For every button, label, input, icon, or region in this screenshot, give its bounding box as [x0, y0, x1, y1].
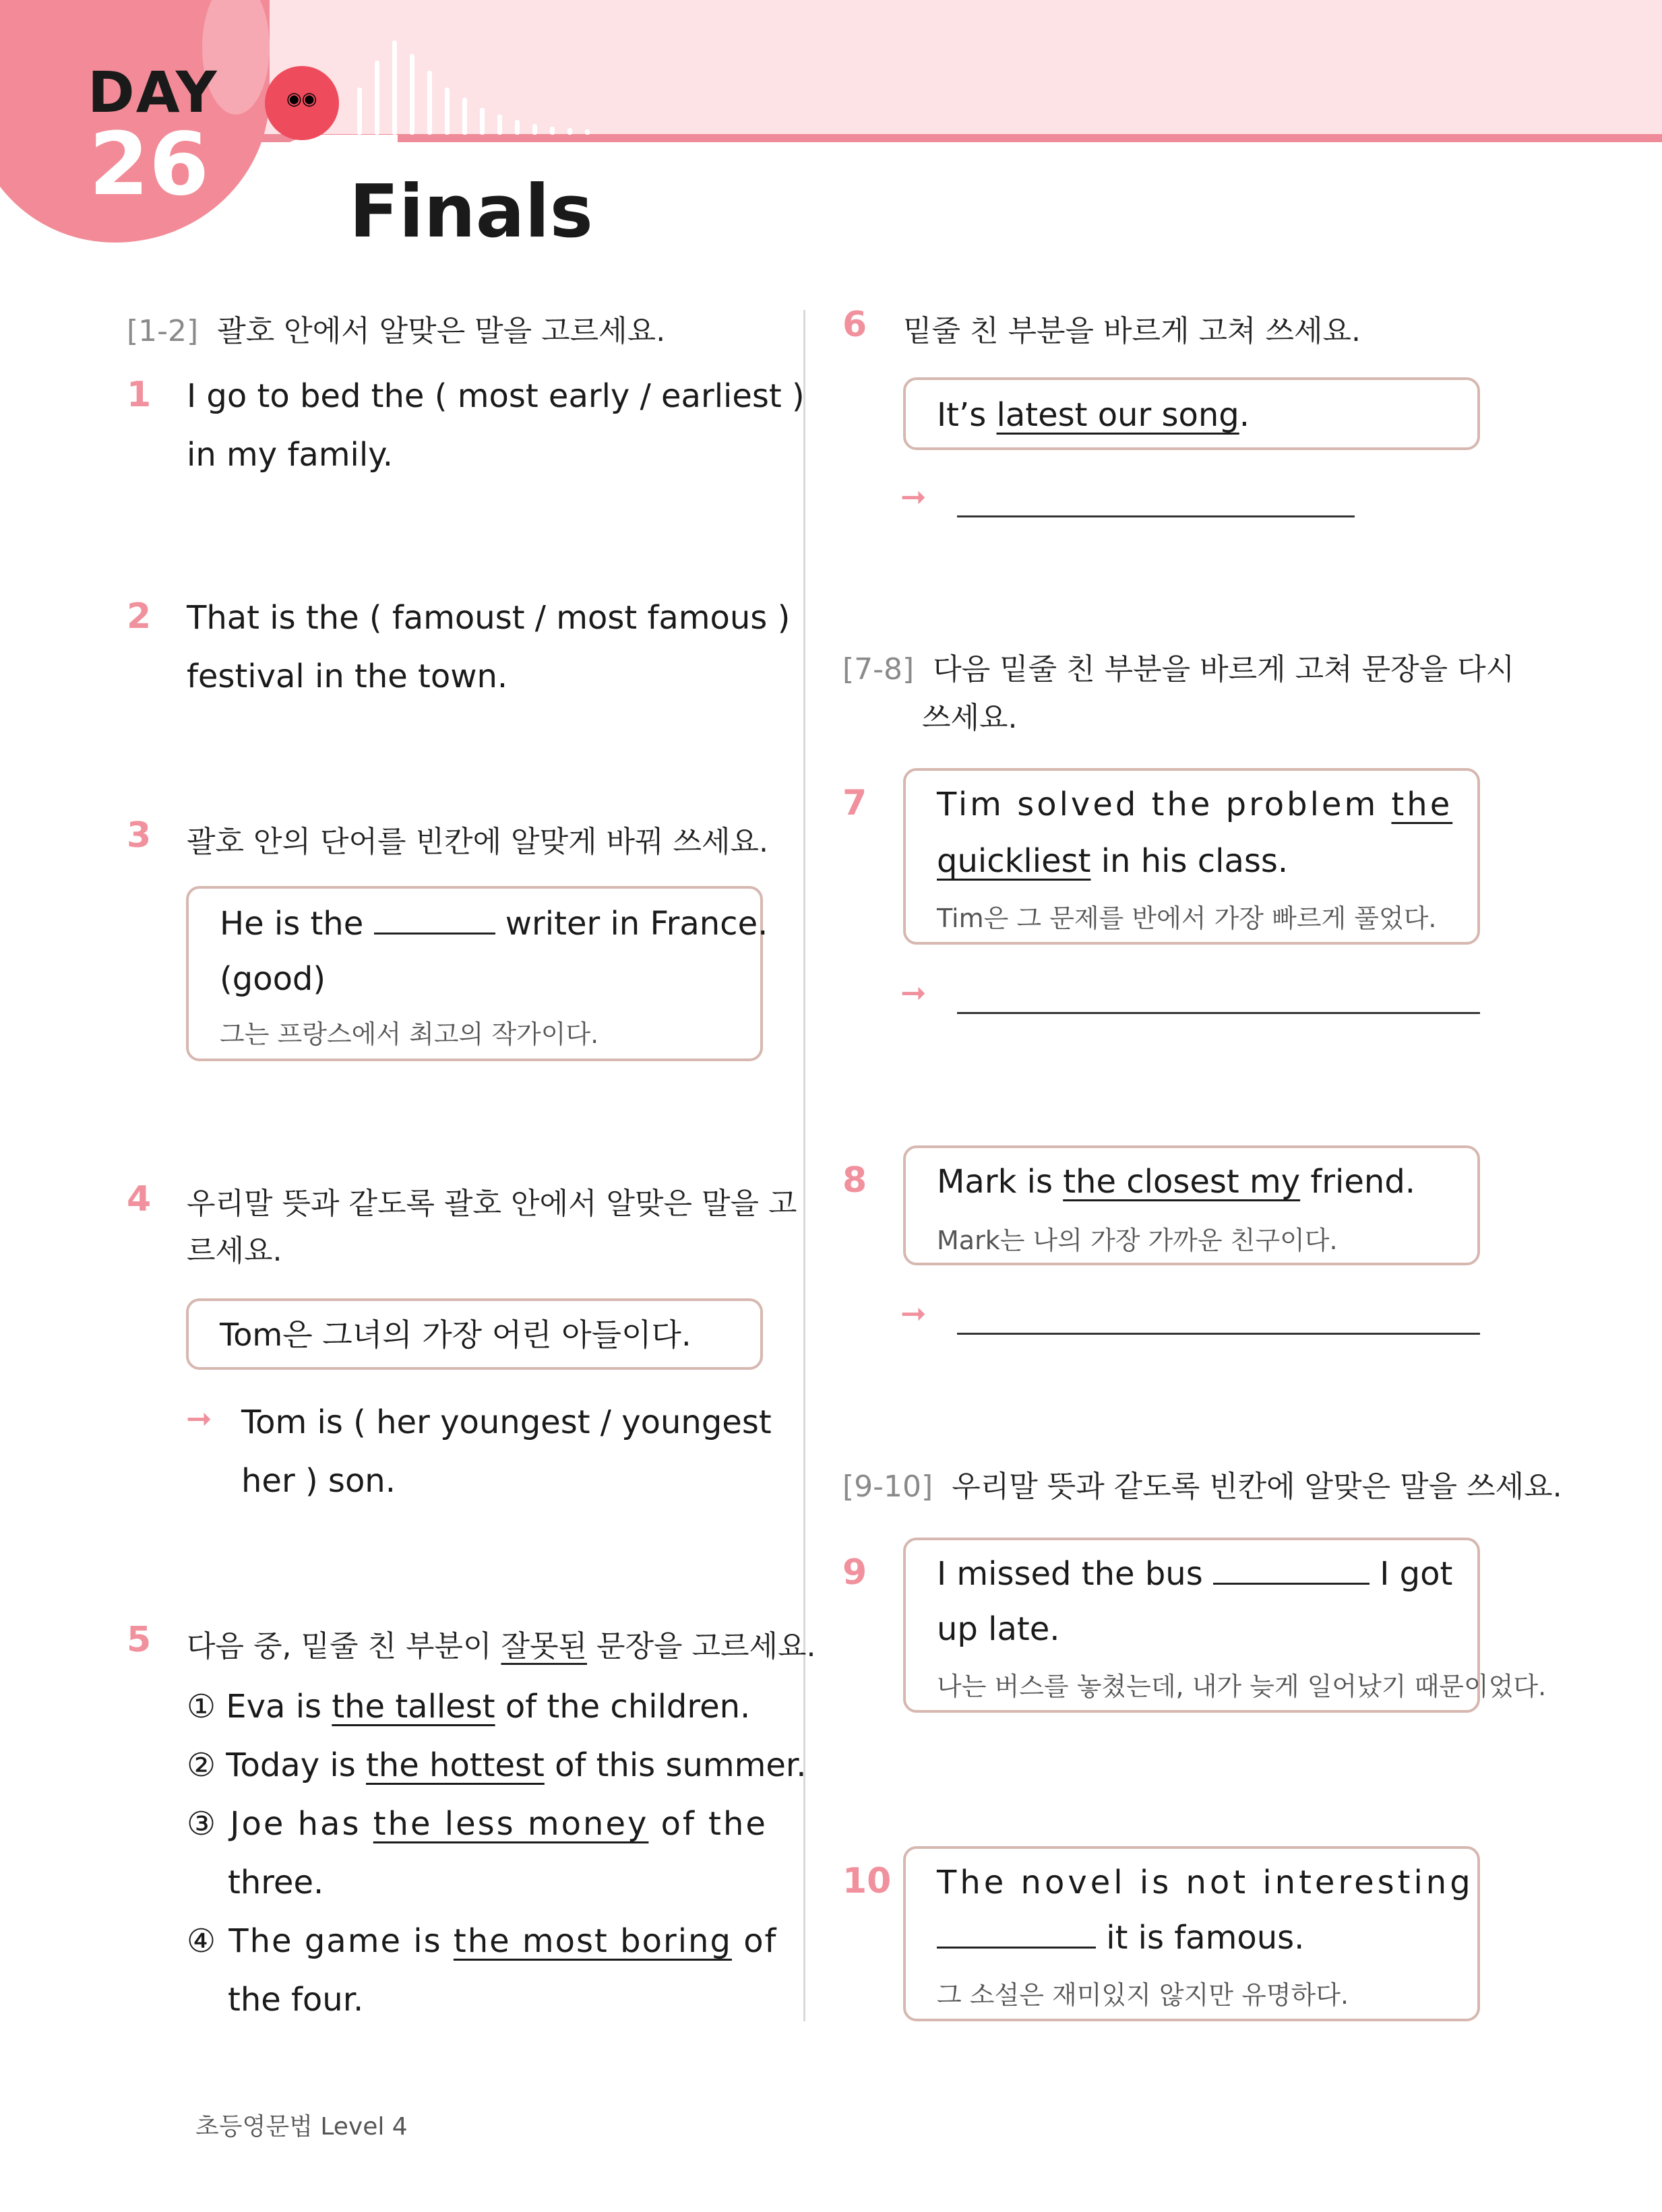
mascot-eyes-icon: ◉◉: [286, 89, 317, 109]
question-8-box: [903, 1145, 1480, 1265]
question-9-line2: up late.: [937, 1610, 1060, 1648]
instruction-1-2: [1-2] 괄호 안에서 알맞은 말을 고르세요.: [127, 314, 666, 348]
question-6-box: [903, 377, 1480, 450]
instruction-9-10: [9-10] 우리말 뜻과 같도록 빈칸에 알맞은 말을 쓰세요.: [842, 1470, 1562, 1504]
question-4-korean: Tom은 그녀의 가장 어린 아들이다.: [220, 1317, 691, 1353]
question-4-box: [186, 1298, 763, 1370]
question-2-text: That is the ( famoust / most famous ) festival in the town.: [187, 599, 791, 695]
question-8-translation: Mark는 나의 가장 가까운 친구이다.: [937, 1226, 1338, 1255]
question-number: 10: [842, 1861, 892, 1901]
question-number: 5: [127, 1620, 152, 1660]
question-3-translation: 그는 프랑스에서 최고의 작가이다.: [220, 1019, 599, 1049]
option-1[interactable]: ① Eva is the tallest of the children.: [187, 1688, 751, 1726]
question-number: 6: [842, 305, 867, 345]
option-4[interactable]: ④ The game is the most boring of: [187, 1922, 778, 1960]
arrow-icon: ➞: [900, 478, 927, 515]
page-title: Finals: [349, 170, 593, 254]
question-9-box: [903, 1538, 1547, 1713]
day-number: 26: [89, 115, 210, 215]
answer-line[interactable]: [957, 1012, 1480, 1014]
question-9-translation: 나는 버스를 놓쳤는데, 내가 늦게 일어났기 때문이었다.: [937, 1672, 1547, 1701]
question-7-translation: Tim은 그 문제를 반에서 가장 빠르게 풀었다.: [937, 904, 1437, 933]
arrow-icon: ➞: [900, 1295, 927, 1331]
question-number: 9: [842, 1552, 867, 1593]
question-7-box: [903, 768, 1480, 945]
day-label: DAY: [88, 59, 218, 125]
header-divider: [256, 134, 1662, 142]
answer-blank[interactable]: [937, 1947, 1096, 1949]
question-6-prompt: 밑줄 친 부분을 바르게 고쳐 쓰세요.: [903, 314, 1361, 348]
arrow-icon: ➞: [900, 974, 927, 1011]
question-1-text: I go to bed the ( most early / earliest ) in my family.: [187, 377, 805, 474]
option-3-continued: three.: [228, 1864, 324, 1901]
question-7-line1: Tim solved the problem the: [937, 786, 1453, 823]
question-10-translation: 그 소설은 재미있지 않지만 유명하다.: [937, 1980, 1349, 2010]
instruction-7-8: [7-8] 다음 밑줄 친 부분을 바르게 고쳐 문장을 다시 쓰세요.: [842, 652, 1515, 735]
question-3-box: [186, 886, 768, 1061]
page-footer: 초등영문법 Level 4: [195, 2113, 408, 2141]
answer-blank[interactable]: [1213, 1583, 1369, 1585]
arrow-icon: ➞: [186, 1400, 212, 1436]
question-4-answer: Tom is ( her youngest / youngest her ) son.: [241, 1403, 772, 1500]
question-3-hint: (good): [220, 960, 326, 998]
question-number: 7: [842, 783, 867, 823]
question-number: 1: [127, 375, 152, 415]
question-number: 4: [127, 1179, 152, 1220]
option-4-continued: the four.: [228, 1981, 364, 2019]
question-10-line2: it is famous.: [937, 1909, 1304, 1966]
question-7-line2: quickliest in his class.: [937, 842, 1289, 880]
question-number: 3: [127, 815, 152, 856]
question-10-box: [903, 1846, 1480, 2021]
question-4-prompt: 우리말 뜻과 같도록 괄호 안에서 알맞은 말을 고 르세요.: [187, 1187, 797, 1268]
question-5-prompt: 다음 중, 밑줄 친 부분이 잘못된 문장을 고르세요.: [187, 1629, 816, 1664]
question-10-line1: The novel is not interesting: [937, 1864, 1474, 1901]
question-number: 2: [127, 596, 152, 637]
answer-line[interactable]: [957, 1333, 1480, 1335]
option-2[interactable]: ② Today is the hottest of this summer.: [187, 1746, 807, 1784]
question-9-line1: I missed the bus I got: [937, 1555, 1453, 1593]
question-3-sentence: He is the writer in France.: [220, 905, 768, 943]
question-number: 8: [842, 1160, 867, 1201]
question-8-sentence: Mark is the closest my friend.: [937, 1163, 1416, 1201]
answer-line[interactable]: [957, 515, 1355, 517]
question-3-prompt: 괄호 안의 단어를 빈칸에 알맞게 바꿔 쓰세요.: [187, 825, 768, 859]
option-3[interactable]: ③ Joe has the less money of the: [187, 1805, 768, 1843]
question-6-sentence: It’s latest our song.: [937, 396, 1250, 434]
answer-blank[interactable]: [374, 933, 495, 935]
